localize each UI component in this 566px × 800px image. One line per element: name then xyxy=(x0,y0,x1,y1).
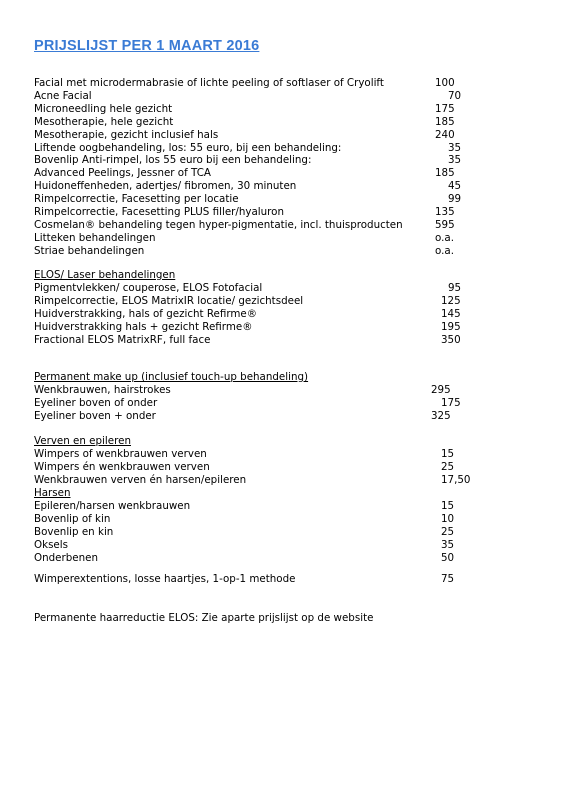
price-row xyxy=(34,410,534,423)
treatment-label: Striae behandelingen xyxy=(34,244,145,257)
section-heading: ELOS/ Laser behandelingen xyxy=(34,269,176,281)
treatment-price: 325 xyxy=(431,409,451,422)
price-row xyxy=(34,552,534,565)
treatment-label: Bovenlip en kin xyxy=(34,525,114,538)
treatment-label: Wenkbrauwen, hairstrokes xyxy=(34,384,171,396)
treatment-label: Wimpers of wenkbrauwen verven xyxy=(34,448,207,460)
price-row xyxy=(34,232,534,245)
treatment-label: Wimpers én wenkbrauwen verven xyxy=(34,460,210,473)
treatment-label: Bovenlip Anti-rimpel, los 55 euro bij een behandeling: xyxy=(34,154,312,167)
price-row xyxy=(34,206,534,219)
treatment-label: Advanced Peelings, Jessner of TCA xyxy=(34,167,211,180)
treatment-price: 35 xyxy=(448,141,462,154)
treatment-price: 195 xyxy=(441,320,461,333)
treatment-label: Huidverstrakking, hals of gezicht Refirme® xyxy=(34,307,258,320)
price-row xyxy=(34,154,534,167)
treatment-price: 175 xyxy=(435,102,455,115)
treatment-label: Liftende oogbehandeling, los: 55 euro, bij een behandeling: xyxy=(34,141,342,154)
treatment-label: Oksels xyxy=(34,538,68,551)
treatment-label: Wenkbrauwen verven én harsen/epileren xyxy=(34,473,247,486)
treatment-label: Mesotherapie, gezicht inclusief hals xyxy=(34,128,219,141)
treatment-label: Rimpelcorrectie, Facesetting PLUS filler/hyaluron xyxy=(34,206,285,218)
treatment-price: 10 xyxy=(441,512,455,525)
treatment-price: 15 xyxy=(441,500,455,512)
section-heading: Verven en epileren xyxy=(34,435,131,447)
treatment-label: Bovenlip of kin xyxy=(34,512,111,525)
price-row xyxy=(34,142,534,155)
treatment-label: Onderbenen xyxy=(34,551,98,564)
treatment-label: Rimpelcorrectie, ELOS MatrixIR locatie/ gezichtsdeel xyxy=(34,294,304,307)
treatment-label: Wimperextentions, losse haartjes, 1-op-1 methode xyxy=(34,573,296,585)
treatment-price: 595 xyxy=(435,218,455,231)
price-row xyxy=(34,219,534,232)
treatment-price: 35 xyxy=(441,538,455,551)
price-row xyxy=(34,384,534,397)
treatment-price: 75 xyxy=(441,573,455,585)
treatment-price: 185 xyxy=(435,167,455,180)
price-row xyxy=(34,103,534,116)
price-row xyxy=(34,334,534,347)
section-heading: Harsen xyxy=(34,487,71,499)
price-row xyxy=(34,461,534,474)
treatment-label: Microneedling hele gezicht xyxy=(34,102,173,115)
treatment-label: Huidoneffenheden, adertjes/ fibromen, 30 minuten xyxy=(34,180,297,193)
price-row xyxy=(34,180,534,193)
treatment-price: 25 xyxy=(441,525,455,538)
treatment-label: Fractional ELOS MatrixRF, full face xyxy=(34,333,211,346)
price-row xyxy=(34,116,534,129)
treatment-price: 350 xyxy=(441,333,461,346)
treatment-label: Mesotherapie, hele gezicht xyxy=(34,115,174,128)
treatment-price: 35 xyxy=(448,154,462,167)
price-row xyxy=(34,167,534,180)
treatment-label: Huidverstrakking hals + gezicht Refirme® xyxy=(34,320,253,333)
price-row xyxy=(34,448,534,461)
treatment-label: Eyeliner boven + onder xyxy=(34,409,156,422)
treatment-label: Rimpelcorrectie, Facesetting per locatie xyxy=(34,193,239,206)
treatment-price: 45 xyxy=(448,180,462,193)
treatment-price: o.a. xyxy=(435,231,454,244)
price-row xyxy=(34,295,534,308)
treatment-price: 145 xyxy=(441,307,461,320)
treatment-label: Epileren/harsen wenkbrauwen xyxy=(34,500,191,512)
treatment-price: o.a. xyxy=(435,244,454,257)
price-row xyxy=(34,500,534,513)
treatment-price: 95 xyxy=(448,282,462,294)
price-row xyxy=(34,397,534,410)
price-row xyxy=(34,282,534,295)
treatment-price: 135 xyxy=(435,206,455,218)
price-row xyxy=(34,526,534,539)
price-row xyxy=(34,573,534,586)
treatment-label: Facial met microdermabrasie of lichte peeling of softlaser of Cryolift xyxy=(34,77,384,89)
price-row xyxy=(34,193,534,206)
price-row xyxy=(34,308,534,321)
treatment-label: Eyeliner boven of onder xyxy=(34,396,158,409)
treatment-label: Litteken behandelingen xyxy=(34,231,156,244)
price-row xyxy=(34,77,534,90)
treatment-price: 295 xyxy=(431,384,451,396)
price-row xyxy=(34,245,534,258)
price-row xyxy=(34,474,534,487)
price-row xyxy=(34,513,534,526)
footer-note: Permanente haarreductie ELOS: Zie aparte prijslijst op de website xyxy=(34,612,374,624)
treatment-label: Acne Facial xyxy=(34,89,92,102)
treatment-price: 70 xyxy=(448,89,462,102)
page-title: PRIJSLIJST PER 1 MAART 2016 xyxy=(34,38,260,54)
treatment-price: 17,50 xyxy=(441,473,471,486)
treatment-price: 25 xyxy=(441,460,455,473)
price-row xyxy=(34,90,534,103)
price-row xyxy=(34,129,534,142)
treatment-price: 15 xyxy=(441,448,455,460)
price-row xyxy=(34,321,534,334)
section-heading: Permanent make up (inclusief touch-up behandeling) xyxy=(34,371,309,383)
treatment-price: 240 xyxy=(435,128,455,141)
treatment-price: 99 xyxy=(448,193,462,206)
price-row xyxy=(34,539,534,552)
treatment-label: Pigmentvlekken/ couperose, ELOS Fotofacial xyxy=(34,282,263,294)
treatment-price: 50 xyxy=(441,551,455,564)
treatment-price: 175 xyxy=(441,396,461,409)
treatment-price: 185 xyxy=(435,115,455,128)
treatment-price: 125 xyxy=(441,294,461,307)
treatment-label: Cosmelan® behandeling tegen hyper-pigmentatie, incl. thuisproducten xyxy=(34,218,403,231)
treatment-price: 100 xyxy=(435,77,455,89)
